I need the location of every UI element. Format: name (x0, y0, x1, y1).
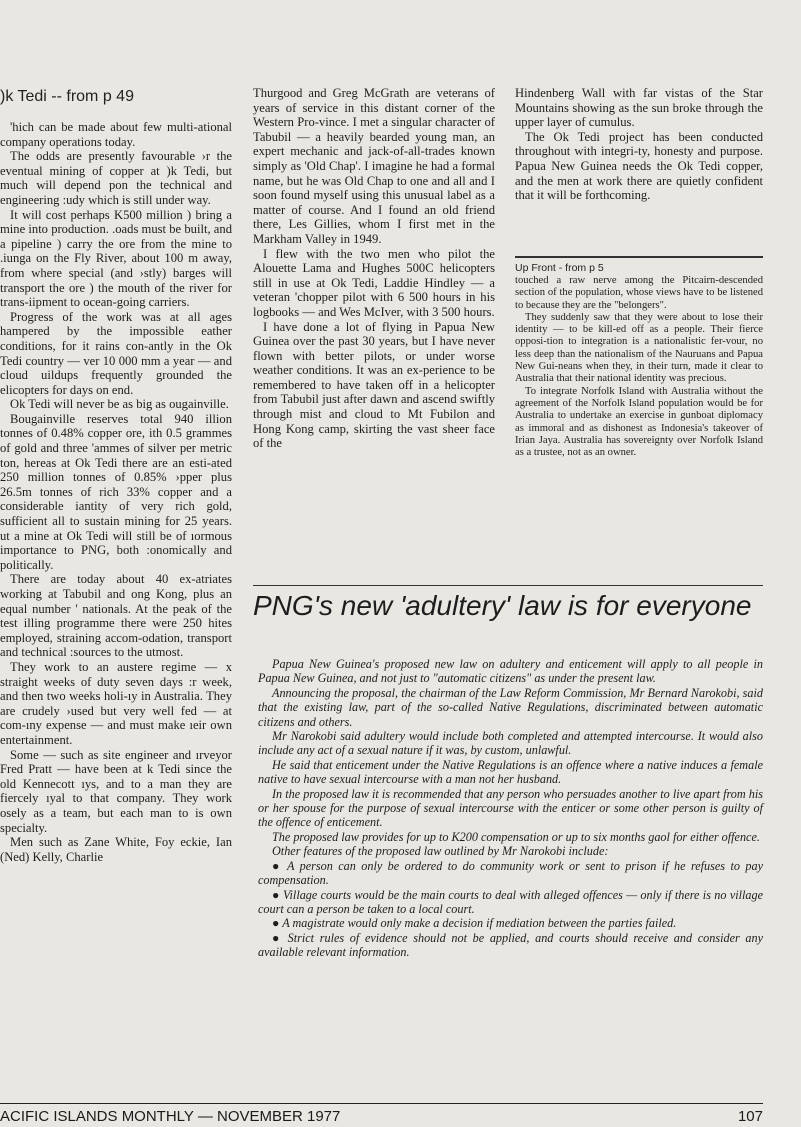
continued-kicker: )k Tedi -- from p 49 (0, 88, 134, 105)
paragraph: The proposed law provides for up to K200 compensation or up to six months gaol for either offence. (272, 829, 760, 844)
paragraph: Other features of the proposed law outlined by Mr Narokobi include: (272, 844, 609, 859)
paragraph: They suddenly saw that they were about to lose their identity — to be kill-ed off as a people. Their fierce opposi-tion to integration is a nationalistic fer-vour, no less deep than the nationalism of the Nauruans and Papua New Gui-neans when they, in their turn, made it clear to Australia that their national identity was precious. (515, 311, 763, 385)
paragraph: I flew with the two men who pilot the Alouette Lama and Hughes 500C helicopters still in use at Ok Tedi, Laddie Hindley — a veteran 'chopper pilot with 6 500 hours in his logbooks — and Wes McIver, with 3 500 hours. (253, 246, 495, 319)
up-front-divider (515, 256, 763, 258)
paragraph: Ok Tedi will never be as big as ougainville. (10, 397, 229, 412)
paragraph: The Ok Tedi project has been conducted throughout with integri-ty, honesty and purpose. Papua New Guinea needs the Ok Tedi copper, and the men at work there are quietly confident that it will be forthcoming. (515, 129, 763, 203)
article-divider (253, 585, 763, 586)
paragraph: Announcing the proposal, the chairman of the Law Reform Commission, Mr Bernard Narokobi, said that the existing law, part of the so-called Native Regulations, discriminated between automatic citizens and others. (258, 685, 763, 729)
paragraph: Mr Narokobi said adultery would include both completed and attempted intercourse. It would also include any act of a sexual nature if it was, by custom, unlawful. (258, 729, 763, 758)
paragraph: In the proposed law it is recommended that any person who persuades another to live apart from his or her spouse for the purpose of sexual intercourse with the enticer or some other person is guilty of the offence of enticement. (258, 786, 763, 830)
page-number: 107 (737, 1108, 763, 1125)
paragraph: I have done a lot of flying in Papua New Guinea over the past 30 years, but I have never flown with better pilots, or under worse weather conditions. It was an ex-perience to be remembered to have taken off in a helicopter from Tabubil just after dawn and ascend swiftly through mist and cloud to Mt Fubilon and Hong Kong camp, skirting the vast sheer face of the (253, 319, 495, 451)
bullet-item: ● Strict rules of evidence should not be applied, and courts should receive and consider any available relevant information. (258, 930, 763, 960)
ok-tedi-column-2 (253, 86, 495, 451)
bullet-item: ● A person can only be ordered to do community work or sent to prison if he refuses to pay compensation. (258, 858, 763, 888)
paragraph: The odds are presently favourable ›r the eventual mining of copper at )k Tedi, but much will depend pon the technical and engineering :udy which is still under way. (0, 149, 232, 207)
paragraph: Some — such as site engineer and ırveyor Fred Pratt — have been at k Tedi since the old Kennecott ıys, and to a man they are fiercely ıyal to that company. They work osely as a team, but each man to is own specialty. (0, 747, 232, 835)
magazine-issue: ACIFIC ISLANDS MONTHLY — NOVEMBER 1977 (0, 1108, 341, 1125)
paragraph: They work to an austere regime — x straight weeks of duty seven days :r week, and then two weeks holi-ıy in Australia. They are crudely ›used but very well fed — at com-ıny expense — and must make ıeir own entertainment. (0, 659, 232, 747)
paragraph: Thurgood and Greg McGrath are veterans of years of service in this distant corner of the Western Pro-vince. I met a singular character of Tabubil — a heavily bearded young man, an expert mechanic and jack-of-all-trades known simply as 'Old Chap'. I imagine he had a formal name, but he was Old Chap to one and all and I soon found myself using this unusual label as a matter of course. And I found an old friend there, Les Gillies, whom I first met in the Markham Valley in 1949. (253, 86, 495, 246)
up-front-column (515, 275, 763, 459)
paragraph: There are today about 40 ex-atriates working at Tabubil and ong Kong, plus an equal number ' nationals. At the peak of the test illing programme there were 250 hites employed, straining accom-odation, transport and technical :sources to the utmost. (0, 572, 232, 660)
paragraph: Bougainville reserves total 940 illion tonnes of 0.48% copper ore, ith 0.5 grammes of gold and three 'ammes of silver per metric ton, hereas at Ok Tedi there are an esti-ated 250 million tonnes of 0.85% ›pper plus 26.5m tonnes of rich 33% copper and a considerable iantity of very rich gold, sufficient all to sustain mining for 25 years. ut a mine at Ok Tedi will still be of ıormous importance to PNG, both :onomically and politically. (0, 411, 232, 572)
paragraph: Progress of the work was at all ages hampered by the impossible eather conditions, for it rains con-antly in the Ok Tedi country — ver 10 000 mm a year — and cloud uildups frequently grounded the elicopters for days on end. (0, 309, 232, 397)
page-footer (0, 1108, 763, 1127)
ok-tedi-column-3 (515, 86, 763, 203)
paragraph: To integrate Norfolk Island with Australia without the agreement of the Norfolk Island population would be for Australia to undertake an exercise in gunboat diplomacy as immoral and as dishonest as Indonesia's takeover of Irian Jaya. Australia has sovereignty over Norfolk Island as a trustee, not as an owner. (515, 385, 763, 459)
bullet-item: ● Village courts would be the main courts to deal with alleged offences — only if there is no village court can a person be taken to a local court. (258, 887, 763, 916)
paragraph: touched a raw nerve among the Pitcairn-descended section of the population, whose views have to be listened to because they are the "belongers". (515, 275, 763, 311)
paragraph: 'hich can be made about few multi-ational company operations today. (0, 120, 232, 149)
paragraph: He said that enticement under the Native Regulations is an offence where a native induces a female native to have sexual intercourse with a man not her husband. (258, 757, 763, 787)
bullet-item: ● A magistrate would only make a decision if mediation between the parties failed. (272, 916, 677, 931)
paragraph: Men such as Zane White, Foy eckie, Ian (Ned) Kelly, Charlie (0, 835, 232, 864)
paragraph: Hindenberg Wall with far vistas of the Star Mountains showing as the sun broke through the upper layer of cumulus. (515, 86, 763, 130)
paragraph: It will cost perhaps K500 million ) bring a mine into production. .oads must be built, and a pipeline ) carry the ore from the mine to .iunga on the Fly River, about 100 m away, from where special (and ›stly) barges will transport the ore ) the mouth of the river for trans-iipment to ocean-going carriers. (0, 207, 232, 310)
ok-tedi-column-1 (0, 120, 232, 864)
footer-divider (0, 1103, 763, 1104)
up-front-kicker: Up Front - from p 5 (515, 262, 604, 274)
paragraph: Papua New Guinea's proposed new law on adultery and enticement will apply to all people in Papua New Guinea, and not just to "automatic citizens" as under the present law. (258, 657, 763, 686)
article-headline: PNG's new 'adultery' law is for everyone (253, 590, 752, 621)
adultery-article-body (258, 657, 763, 960)
